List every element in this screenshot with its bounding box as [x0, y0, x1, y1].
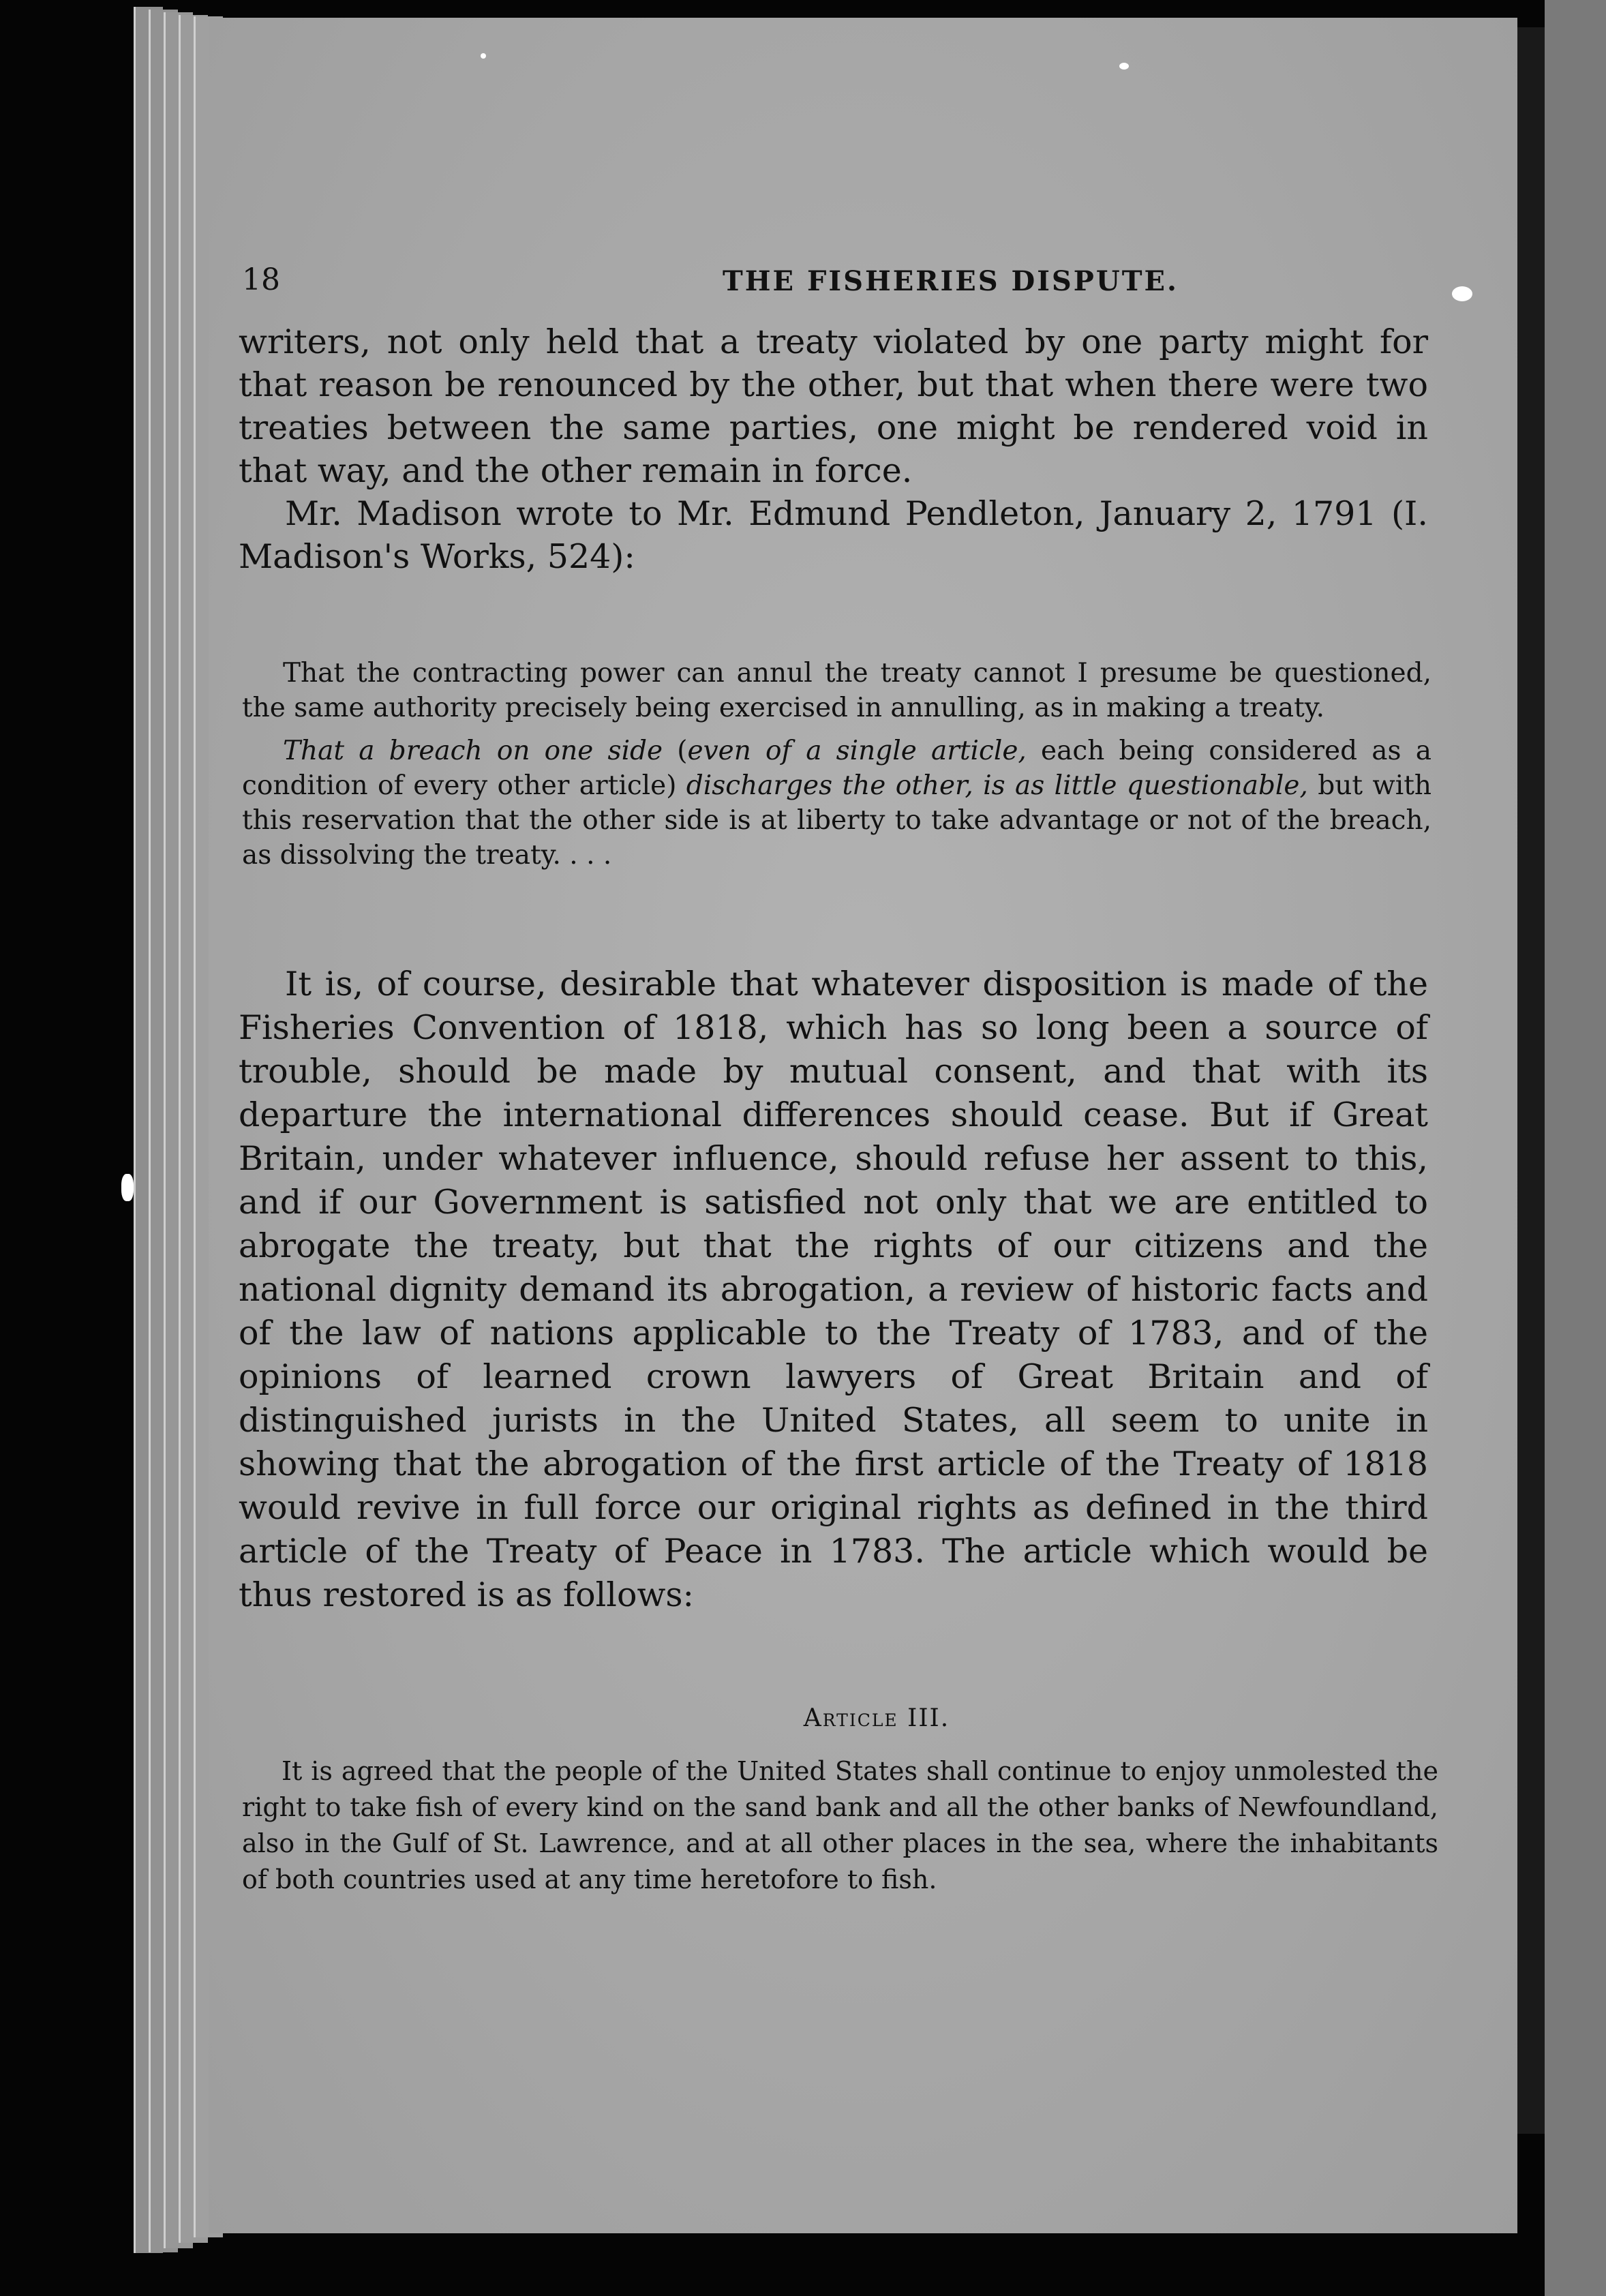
paragraph: Mr. Madison wrote to Mr. Edmund Pendleton, January 2, 1791 (I. Madison's Works, 524):	[239, 494, 1428, 576]
quote-paragraph	[242, 734, 1431, 873]
scan-speck	[1119, 63, 1129, 70]
paragraph: writers, not only held that a treaty violated by one party might for that reason be renounced by the other, but that when there were two treaties between the same parties, one might be rendered void in that way, and the other remain in force.	[239, 322, 1428, 490]
article-heading-label: Article III.	[803, 1704, 950, 1732]
running-head: THE FISHERIES DISPUTE.	[723, 265, 1179, 297]
paragraph: It is agreed that the people of the United States shall continue to enjoy unmolested the right to take fish of every kind on the sand bank and all the other banks of Newfoundland, also in the Gulf of St. Lawrence, and at all other places in the sea, where the inhabitants of both countries used at any time heretofore to fish.	[242, 1756, 1438, 1894]
scan-speck	[1452, 286, 1472, 301]
italic-text: discharges the other, is as little questionable,	[686, 770, 1308, 801]
article-heading	[0, 1704, 1606, 1732]
article-text	[242, 1753, 1438, 1898]
scan-speck	[481, 53, 486, 59]
block-quote	[242, 656, 1431, 881]
book-gutter	[1517, 27, 1545, 2134]
italic-text: even of a single article,	[687, 736, 1027, 766]
quote-paragraph: That the contracting power can annul the treaty cannot I presume be questioned, the same authority precisely being exercised in annulling, as in making a treaty.	[242, 658, 1431, 723]
body-text-main	[239, 963, 1428, 1617]
quote-text: but with this reservation that the other side is at liberty to take advantage or not of the breach, as dissolving the treaty. . . .	[242, 770, 1431, 871]
paragraph: It is, of course, desirable that whatever disposition is made of the Fisheries Convention of 1818, which has so long been a source of trouble, should be made by mutual consent, and that with its departure the international differences should cease. But if Great Britain, under whatever influence, should refuse her assent to this, and if our Government is satisfied not only that we are entitled to abrogate the treaty, but that the rights of our citizens and the national dignity demand its abrogation, a review of historic facts and of the law of nations applicable to the Treaty of 1783, and of the opinions of learned crown lawyers of Great Britain and of distinguished jurists in the United States, all seem to unite in showing that the abrogation of the first article of the Treaty of 1818 would revive in full force our original rights as defined in the third article of the Treaty of Peace in 1783. The article which would be thus restored is as follows:	[239, 965, 1428, 1614]
quote-text: each being considered as a condition of every other article)	[242, 736, 1431, 801]
facing-page-edge	[1545, 0, 1606, 2296]
body-text-top	[239, 320, 1428, 578]
quote-text: (	[663, 736, 688, 766]
page-number: 18	[242, 262, 280, 297]
scan-speck	[121, 1174, 134, 1201]
italic-text: That a breach on one side	[283, 736, 663, 766]
